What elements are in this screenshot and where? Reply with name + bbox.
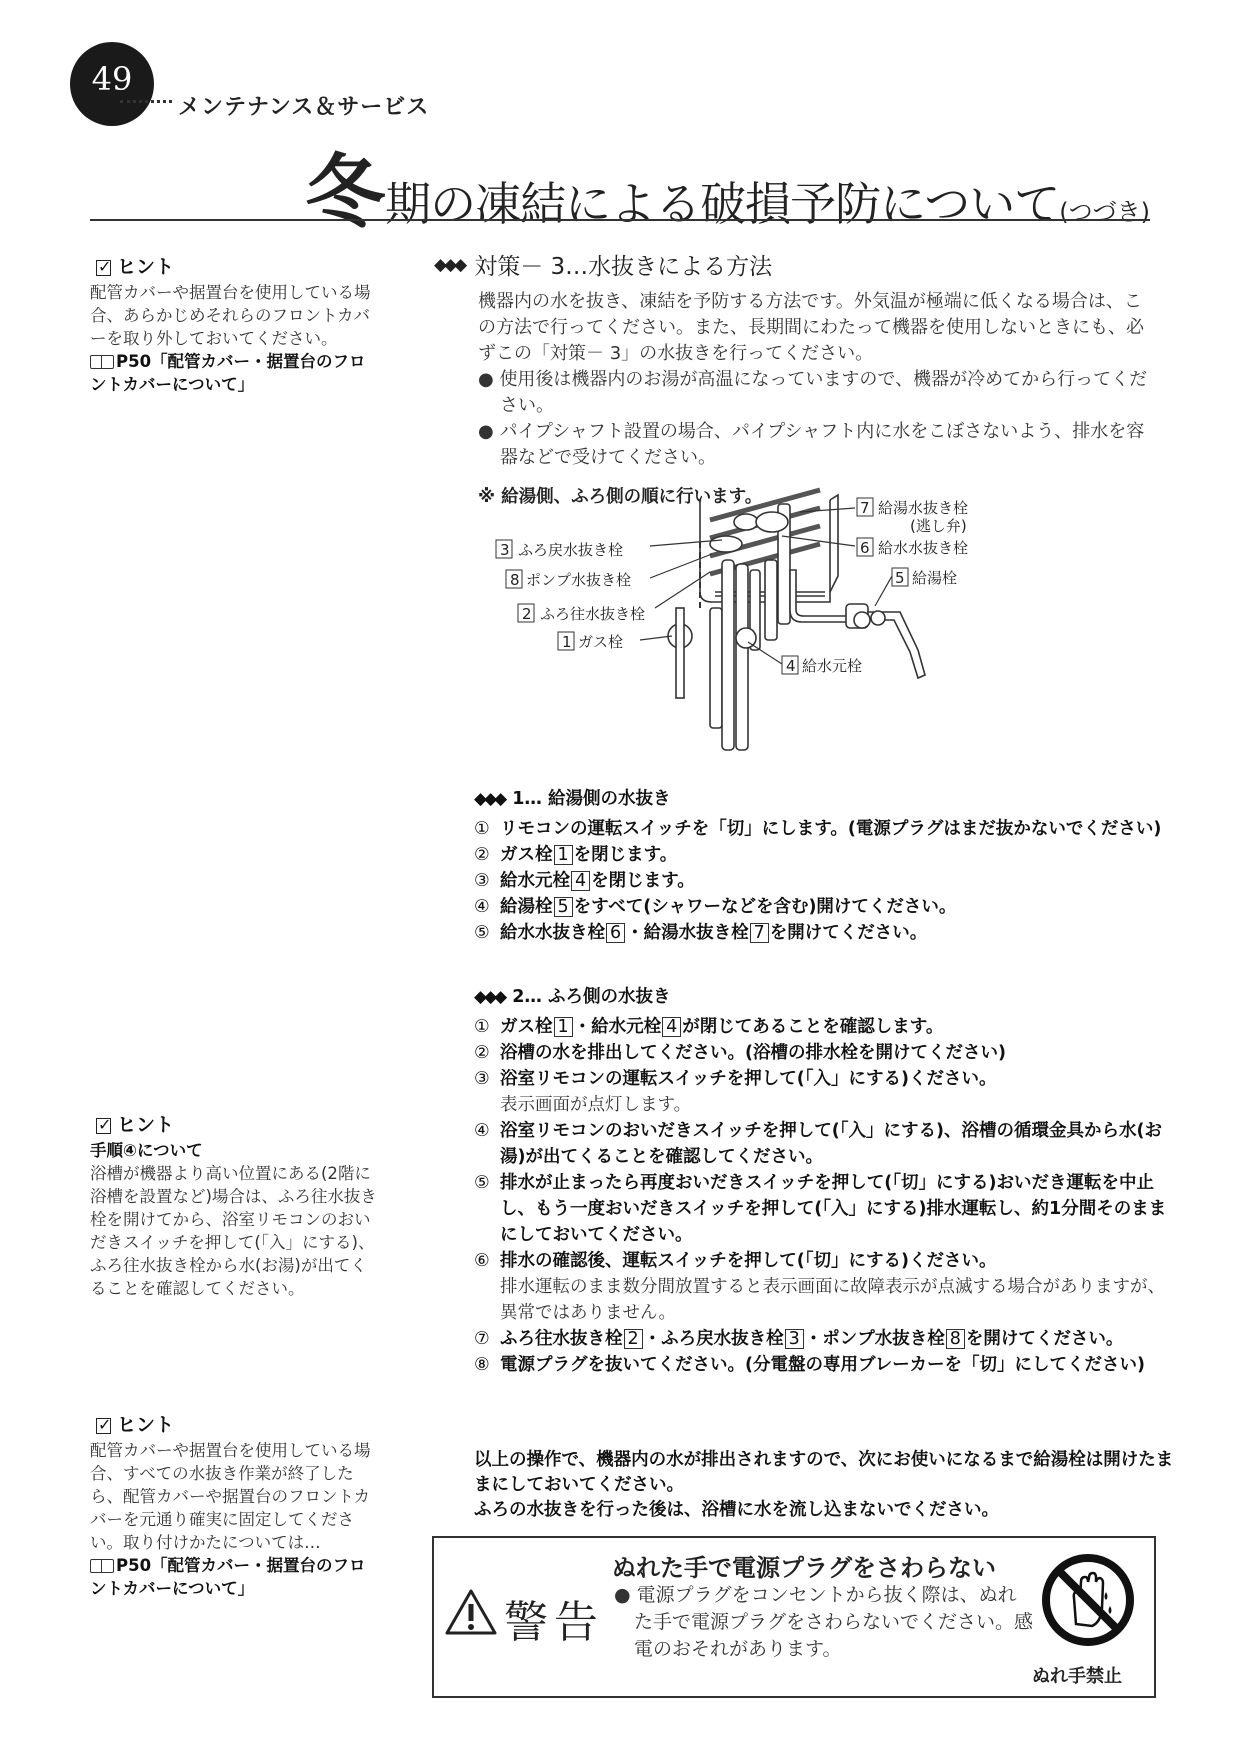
svg-text:ポンプ水抜き栓: ポンプ水抜き栓 xyxy=(526,571,632,589)
hint-label: ヒント xyxy=(117,1114,175,1136)
step-1: ① ガス栓 1 ・給水元栓 4 が閉じてあることを確認します。 xyxy=(474,1017,944,1037)
procedure-heading xyxy=(474,984,1174,1010)
step-6: ⑥ 排水の確認後、運転スイッチを押して(「切」にする)ください。 排水運転のまま数分間放置すると表示画面に故障表示が点滅する場合がありますが、異常ではありません。 xyxy=(474,1251,1165,1323)
step-3: ③ 給水元栓 4 を閉じます。 xyxy=(474,871,695,891)
svg-text:給水元栓: 給水元栓 xyxy=(802,657,863,675)
hint-subheading: 手順④について xyxy=(90,1141,203,1160)
warning-text: ● 電源プラグをコンセントから抜く際は、ぬれた手で電源プラグをさわらないでください。感電のおそれがあります。 xyxy=(614,1584,1034,1660)
bullet-item: ● パイプシャフト設置の場合、パイプシャフト内に水をこぼさないよう、排水を容器などで受けてください。 xyxy=(478,421,1145,468)
icon-label: ぬれ手禁止 xyxy=(1032,1666,1122,1687)
page-reference xyxy=(90,1554,380,1600)
reference-text: P50「配管カバー・据置台のフロントカバーについて」 xyxy=(90,352,366,394)
hint-heading xyxy=(96,256,380,279)
hint-text: 配管カバーや据置台を使用している場合、すべての水抜き作業が終了したら、配管カバーや据置台のフロントカバーを元通り確実に固定してください。取り付けかたについては… xyxy=(90,1441,371,1552)
label-2 xyxy=(518,604,645,623)
checkbox-icon xyxy=(96,1118,111,1134)
section-title: メンテナンス＆サービス xyxy=(178,95,430,120)
closing-notes xyxy=(474,1448,1174,1523)
hint-label: ヒント xyxy=(117,256,175,278)
title-initial: 冬 xyxy=(305,145,386,239)
page-title xyxy=(305,128,1150,243)
step-4: ④ 給湯栓 5 をすべて(シャワーなどを含む)開けてください。 xyxy=(474,897,957,917)
title-rule xyxy=(90,219,1150,221)
hint-box-1 xyxy=(90,256,380,396)
svg-text:(逃し弁): (逃し弁) xyxy=(910,517,967,535)
step-4: ④ 浴室リモコンのおいだきスイッチを押して(「入」にする)、浴槽の循環金具から水(お湯)が出てくることを確認してください。 xyxy=(474,1121,1163,1167)
label-5 xyxy=(892,568,957,587)
label-3 xyxy=(496,540,623,559)
diamond-marks: ◆◆◆ xyxy=(474,789,505,809)
svg-text:ふろ戻水抜き栓: ふろ戻水抜き栓 xyxy=(518,541,624,559)
book-icon xyxy=(90,1559,114,1573)
svg-text:4: 4 xyxy=(786,657,796,675)
bullet-item: ● 使用後は機器内のお湯が高温になっていますので、機器が冷めてから行ってください。 xyxy=(478,369,1148,416)
label-4 xyxy=(782,656,862,675)
svg-text:1: 1 xyxy=(562,633,572,651)
closing-text-1: 以上の操作で、機器内の水が排出されますので、次にお使いになるまで給湯栓は開けたままにしておいてください。 xyxy=(474,1450,1174,1495)
procedure-title: 2… ふろ側の水抜き xyxy=(512,987,671,1007)
svg-text:ガス栓: ガス栓 xyxy=(578,633,624,651)
intro-block xyxy=(478,289,1158,471)
hint-text: 浴槽が機器より高い位置にある(2階に浴槽を設置など)場合は、ふろ往水抜き栓を開けてから、浴室リモコンのおいだきスイッチを押して(「入」にする)、ふろ往水抜き栓から水(お湯)が出てくることを確認してください。 xyxy=(90,1164,377,1298)
bullet-text: パイプシャフト設置の場合、パイプシャフト内に水をこぼさないよう、排水を容器などで受けてください。 xyxy=(499,421,1145,468)
hint-box-2 xyxy=(90,1114,380,1300)
diamond-marks: ◆◆◆ xyxy=(474,987,505,1007)
svg-text:給湯栓: 給湯栓 xyxy=(912,569,958,587)
svg-text:3: 3 xyxy=(500,541,510,559)
procedure-heading xyxy=(474,786,1174,812)
svg-text:5: 5 xyxy=(895,569,905,587)
checkbox-icon xyxy=(96,1418,111,1434)
step-5: ⑤ 排水が止まったら再度おいだきスイッチを押して(「切」にする)おいだき運転を中止し、もう一度おいだきスイッチを押して(「入」にする)排水運転し、約1分間そのままにしておいてください。 xyxy=(474,1173,1167,1245)
title-sub: (つづき) xyxy=(1059,198,1150,226)
label-7 xyxy=(857,498,968,535)
dotted-leader xyxy=(120,100,172,103)
method-heading xyxy=(434,248,772,281)
closing-text-2: ふろの水抜きを行った後は、浴槽に水を流し込まないでください。 xyxy=(474,1500,999,1520)
label-1 xyxy=(558,632,623,651)
page-number: 49 xyxy=(91,60,133,98)
warning-word: 警告 xyxy=(504,1597,604,1648)
intro-text: 機器内の水を抜き、凍結を予防する方法です。外気温が極端に低くなる場合は、この方法で行ってください。また、長期間にわたって機器を使用しないときにも、必ずこの「対策－ 3」の水抜きを行ってください。 xyxy=(478,291,1144,364)
warning-title: ぬれた手で電源プラグをさわらない xyxy=(612,1554,996,1582)
title-rest: 期の凍結による破損予防について xyxy=(385,177,1060,231)
hint-box-3 xyxy=(90,1414,380,1600)
svg-text:8: 8 xyxy=(510,571,520,589)
step-5: ⑤ 給水水抜き栓 6 ・給湯水抜き栓 7 を開けてください。 xyxy=(474,923,928,943)
page-reference xyxy=(90,350,380,396)
step-3: ③ 浴室リモコンの運転スイッチを押して(「入」にする)ください。 表示画面が点灯します。 xyxy=(474,1069,997,1115)
svg-text:6: 6 xyxy=(860,539,870,557)
svg-text:給湯水抜き栓: 給湯水抜き栓 xyxy=(878,499,969,517)
step-2: ② 浴槽の水を排出してください。(浴槽の排水栓を開けてください) xyxy=(474,1043,1006,1063)
hint-heading xyxy=(96,1114,380,1137)
step-7: ⑦ ふろ往水抜き栓 2 ・ふろ戻水抜き栓 3 ・ポンプ水抜き栓 8 を開けてください。 xyxy=(474,1329,1124,1349)
hint-text: 配管カバーや据置台を使用している場合、あらかじめそれらのフロントカバーを取り外しておいてください。 xyxy=(90,283,371,348)
label-6 xyxy=(857,538,968,557)
procedure-title: 1… 給湯側の水抜き xyxy=(512,789,671,809)
svg-text:2: 2 xyxy=(522,605,532,623)
svg-text:7: 7 xyxy=(860,499,870,517)
procedure-hot-water xyxy=(474,786,1174,946)
svg-text:ふろ往水抜き栓: ふろ往水抜き栓 xyxy=(540,605,646,623)
step-1: ① リモコンの運転スイッチを「切」にします。(電源プラグはまだ抜かないでください) xyxy=(474,819,1162,839)
order-note: ※ 給湯側、ふろ側の順に行います。 xyxy=(478,487,763,507)
no-wet-hands-icon xyxy=(1040,1552,1136,1648)
hint-label: ヒント xyxy=(117,1414,175,1436)
method-title: 対策－ 3…水抜きによる方法 xyxy=(474,254,773,280)
checkbox-icon xyxy=(96,260,111,276)
svg-text:給水水抜き栓: 給水水抜き栓 xyxy=(878,539,969,557)
water-heater-diagram xyxy=(500,499,1060,780)
reference-text: P50「配管カバー・据置台のフロントカバーについて」 xyxy=(90,1556,366,1598)
step-8: ⑧ 電源プラグを抜いてください。(分電盤の専用ブレーカーを「切」にしてください) xyxy=(474,1355,1145,1375)
diamond-marks: ◆◆◆ xyxy=(434,254,465,275)
step-2: ② ガス栓 1 を閉じます。 xyxy=(474,845,678,865)
book-icon xyxy=(90,355,114,369)
procedure-bath xyxy=(474,984,1174,1378)
bullet-text: 使用後は機器内のお湯が高温になっていますので、機器が冷めてから行ってください。 xyxy=(499,369,1148,416)
warning-triangle-icon xyxy=(444,1588,498,1636)
label-8 xyxy=(506,570,631,589)
hint-heading xyxy=(96,1414,380,1437)
